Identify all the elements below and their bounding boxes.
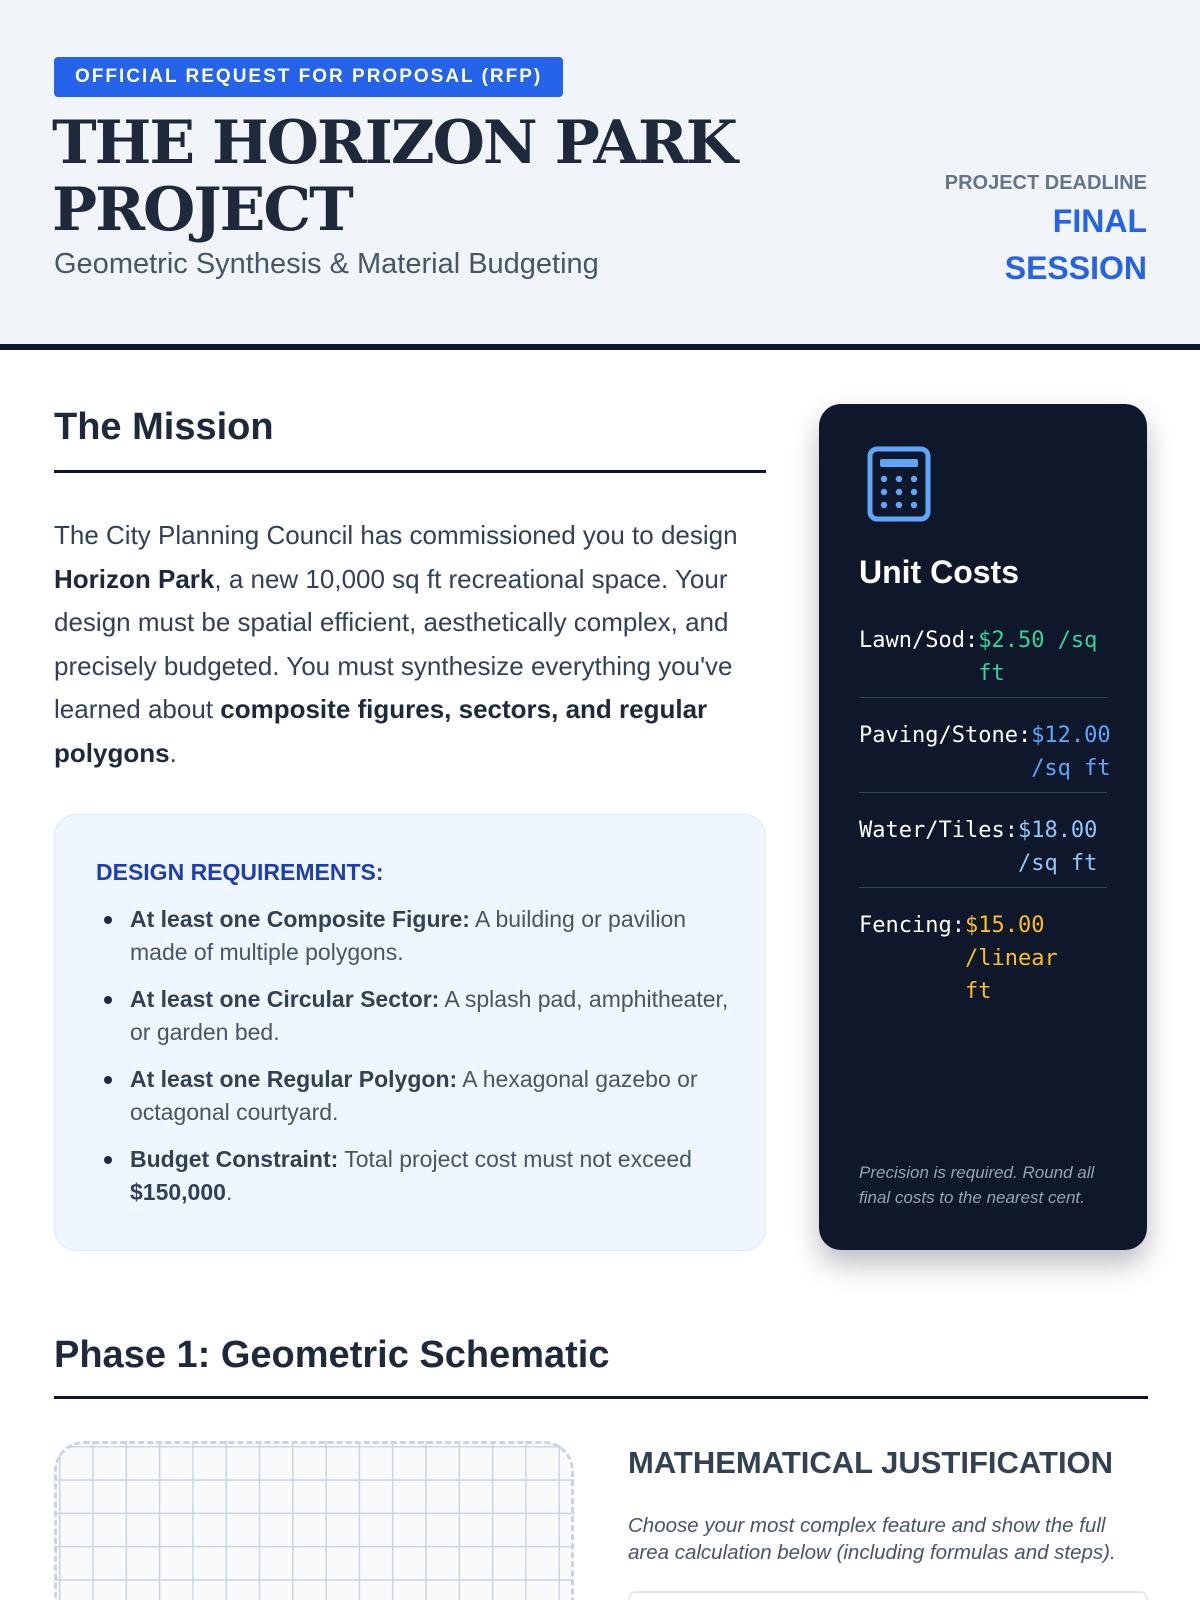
requirement-text: A splash pad, amphitheater, or garden bed. <box>130 986 729 1045</box>
requirement-text: Total project cost must not exceed <box>338 1146 692 1172</box>
phase1-heading: Phase 1: Geometric Schematic <box>54 1334 610 1376</box>
unit-costs-card <box>819 404 1147 1250</box>
mission-divider <box>54 470 766 473</box>
cost-divider <box>859 792 1107 793</box>
cost-divider <box>859 887 1107 888</box>
cost-item-price: $2.50 /sq ft <box>978 628 1098 686</box>
cost-item-price: $12.00 /sq ft <box>1031 723 1111 781</box>
requirement-text: A hexagonal gazebo or octagonal courtyard. <box>130 1066 698 1125</box>
cost-item-water <box>859 814 1107 880</box>
deadline-value: FINAL SESSION <box>1004 203 1147 286</box>
design-requirements-box <box>54 814 766 1251</box>
calculator-icon <box>867 446 931 527</box>
requirement-item <box>130 903 730 969</box>
rfp-badge: OFFICIAL REQUEST FOR PROPOSAL (RFP) <box>54 57 563 97</box>
requirement-item <box>130 1063 730 1129</box>
requirement-label: At least one Regular Polygon: <box>130 1066 458 1092</box>
requirement-label: At least one Composite Figure: <box>130 906 470 932</box>
budget-limit: $150,000 <box>130 1179 226 1205</box>
requirement-label: At least one Circular Sector: <box>130 986 440 1012</box>
cost-item-name: Lawn/Sod: <box>859 628 979 653</box>
mission-text-part: , a new 10,000 sq ft recreational space. Your design must be spatial efficient, aesthetically complex, and precisely budgeted. You must synthesize everything you've learned about <box>54 563 733 724</box>
mission-text <box>54 514 764 775</box>
phase1-divider <box>54 1396 1148 1399</box>
mission-text-part: . <box>169 737 177 768</box>
park-name: Horizon Park <box>54 563 215 594</box>
cost-item-name: Paving/Stone: <box>859 723 1032 748</box>
cost-item-lawn <box>859 624 1107 690</box>
schematic-grid[interactable] <box>54 1441 574 1600</box>
cost-item-paving <box>859 719 1111 785</box>
page-header <box>0 0 1200 350</box>
topics-emphasis: composite figures, sectors, and regular polygons <box>54 694 708 768</box>
requirements-title: DESIGN REQUIREMENTS: <box>96 859 384 885</box>
cost-divider <box>859 697 1107 698</box>
requirement-item <box>130 1143 730 1209</box>
cost-item-fencing <box>859 909 1079 1008</box>
precision-note: Precision is required. Round all final costs to the nearest cent. <box>859 1163 1095 1207</box>
cost-item-name: Fencing: <box>859 913 965 938</box>
requirement-text: A building or pavilion made of multiple polygons. <box>130 906 687 965</box>
mission-text-part: The City Planning Council has commissioned you to design <box>54 520 738 550</box>
math-instructions: Choose your most complex feature and show the full area calculation below (including formulas and steps). <box>628 1514 1116 1564</box>
requirement-text: . <box>225 1179 233 1205</box>
calculation-answer-box[interactable] <box>628 1591 1148 1600</box>
cost-item-name: Water/Tiles: <box>859 818 1018 843</box>
requirement-item <box>130 983 730 1049</box>
math-justification-heading: MATHEMATICAL JUSTIFICATION <box>628 1445 1114 1480</box>
cost-item-price: $18.00 /sq ft <box>1017 818 1098 876</box>
unit-costs-title: Unit Costs <box>859 554 1019 590</box>
requirement-label: Budget Constraint: <box>130 1146 339 1172</box>
mission-heading: The Mission <box>54 406 274 448</box>
cost-item-price: $15.00 /linear ft <box>964 913 1058 1004</box>
deadline-label: PROJECT DEADLINE <box>944 172 1147 194</box>
page-title: THE HORIZON PARK PROJECT <box>52 108 736 245</box>
page-subtitle: Geometric Synthesis & Material Budgeting <box>54 248 599 280</box>
